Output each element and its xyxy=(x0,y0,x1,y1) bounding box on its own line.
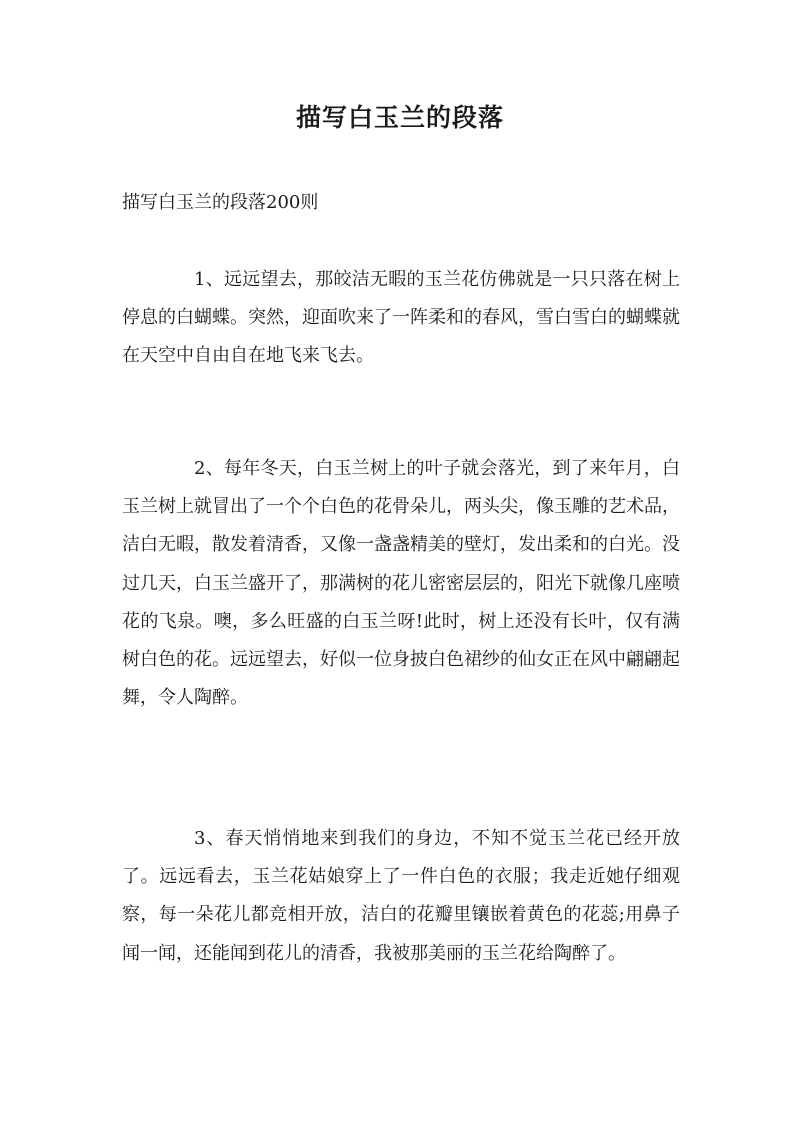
document-subtitle: 描写白玉兰的段落200则 xyxy=(122,192,319,213)
paragraph-1: 1、远远望去，那皎洁无暇的玉兰花仿佛就是一只只落在树上停息的白蝴蝶。突然，迎面吹来了一阵柔和的春风，雪白雪白的蝴蝶就在天空中自由自在地飞来飞去。 xyxy=(122,269,680,367)
document-title: 描写白玉兰的段落 xyxy=(295,103,504,132)
paragraph-3: 3、春天悄悄地来到我们的身边，不知不觉玉兰花已经开放了。远远看去，玉兰花姑娘穿上了一件白色的衣服；我走近她仔细观察，每一朵花儿都竞相开放，洁白的花瓣里镶嵌着黄色的花蕊;用鼻子闻一闻，还能闻到花儿的清香，我被那美丽的玉兰花给陶醉了。 xyxy=(122,828,680,964)
paragraph-2: 2、每年冬天，白玉兰树上的叶子就会落光，到了来年月，白玉兰树上就冒出了一个个白色的花骨朵儿，两头尖，像玉雕的艺术品，洁白无暇，散发着清香，又像一盏盏精美的壁灯，发出柔和的白光。没过几天，白玉兰盛开了，那满树的花儿密密层层的，阳光下就像几座喷花的飞泉。噢，多么旺盛的白玉兰呀!此时，树上还没有长叶，仅有满树白色的花。远远望去，好似一位身披白色裙纱的仙女正在风中翩翩起舞，令人陶醉。 xyxy=(122,458,680,709)
